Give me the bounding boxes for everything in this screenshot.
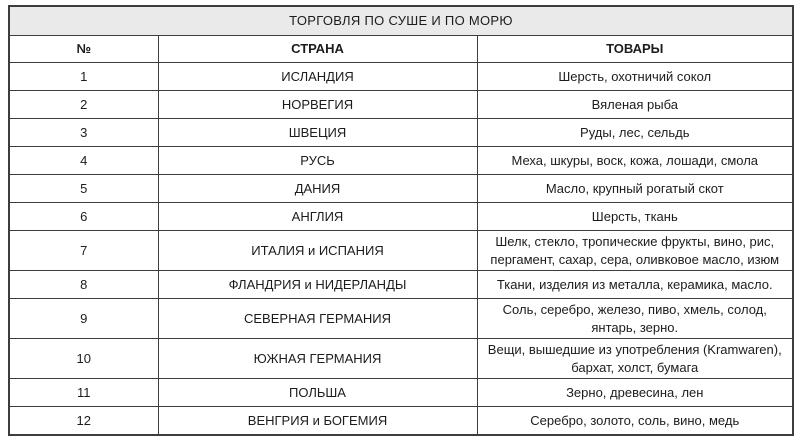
- table-title-row: [9, 6, 793, 36]
- row-number-cell: 7: [9, 231, 158, 271]
- goods-cell: Зерно, древесина, лен: [477, 379, 793, 407]
- row-number-cell: 12: [9, 407, 158, 436]
- goods-cell: Шерсть, ткань: [477, 203, 793, 231]
- column-header-country: СТРАНА: [158, 36, 477, 63]
- goods-cell: Шелк, стекло, тропические фрукты, вино, рис, пергамент, сахар, сера, оливковое масло, изюм: [477, 231, 793, 271]
- column-header-row: [9, 36, 793, 63]
- column-header-number: №: [9, 36, 158, 63]
- goods-cell: Руды, лес, сельдь: [477, 119, 793, 147]
- goods-cell: Серебро, золото, соль, вино, медь: [477, 407, 793, 436]
- country-cell: ИСЛАНДИЯ: [158, 63, 477, 91]
- row-number-cell: 8: [9, 271, 158, 299]
- table-title: ТОРГОВЛЯ ПО СУШЕ И ПО МОРЮ: [9, 6, 793, 36]
- table-row: [9, 203, 793, 231]
- country-cell: ВЕНГРИЯ и БОГЕМИЯ: [158, 407, 477, 436]
- table-row: [9, 119, 793, 147]
- goods-cell: Вяленая рыба: [477, 91, 793, 119]
- table-row: [9, 379, 793, 407]
- row-number-cell: 10: [9, 339, 158, 379]
- table-row: [9, 231, 793, 271]
- goods-cell: Масло, крупный рогатый скот: [477, 175, 793, 203]
- country-cell: АНГЛИЯ: [158, 203, 477, 231]
- country-cell: ПОЛЬША: [158, 379, 477, 407]
- row-number-cell: 9: [9, 299, 158, 339]
- trade-table: [8, 5, 794, 436]
- row-number-cell: 5: [9, 175, 158, 203]
- row-number-cell: 11: [9, 379, 158, 407]
- table-row: [9, 91, 793, 119]
- goods-cell: Соль, серебро, железо, пиво, хмель, солод, янтарь, зерно.: [477, 299, 793, 339]
- country-cell: ЮЖНАЯ ГЕРМАНИЯ: [158, 339, 477, 379]
- goods-cell: Шерсть, охотничий сокол: [477, 63, 793, 91]
- country-cell: СЕВЕРНАЯ ГЕРМАНИЯ: [158, 299, 477, 339]
- table-row: [9, 63, 793, 91]
- row-number-cell: 2: [9, 91, 158, 119]
- row-number-cell: 6: [9, 203, 158, 231]
- country-cell: ШВЕЦИЯ: [158, 119, 477, 147]
- table-row: [9, 339, 793, 379]
- goods-cell: Меха, шкуры, воск, кожа, лошади, смола: [477, 147, 793, 175]
- row-number-cell: 3: [9, 119, 158, 147]
- country-cell: ФЛАНДРИЯ и НИДЕРЛАНДЫ: [158, 271, 477, 299]
- row-number-cell: 4: [9, 147, 158, 175]
- row-number-cell: 1: [9, 63, 158, 91]
- country-cell: НОРВЕГИЯ: [158, 91, 477, 119]
- table-row: [9, 147, 793, 175]
- table-row: [9, 175, 793, 203]
- goods-cell: Ткани, изделия из металла, керамика, масло.: [477, 271, 793, 299]
- country-cell: ИТАЛИЯ и ИСПАНИЯ: [158, 231, 477, 271]
- country-cell: ДАНИЯ: [158, 175, 477, 203]
- table-row: [9, 271, 793, 299]
- goods-cell: Вещи, вышедшие из употребления (Kramwaren), бархат, холст, бумага: [477, 339, 793, 379]
- table-row: [9, 407, 793, 436]
- table-row: [9, 299, 793, 339]
- country-cell: РУСЬ: [158, 147, 477, 175]
- column-header-goods: ТОВАРЫ: [477, 36, 793, 63]
